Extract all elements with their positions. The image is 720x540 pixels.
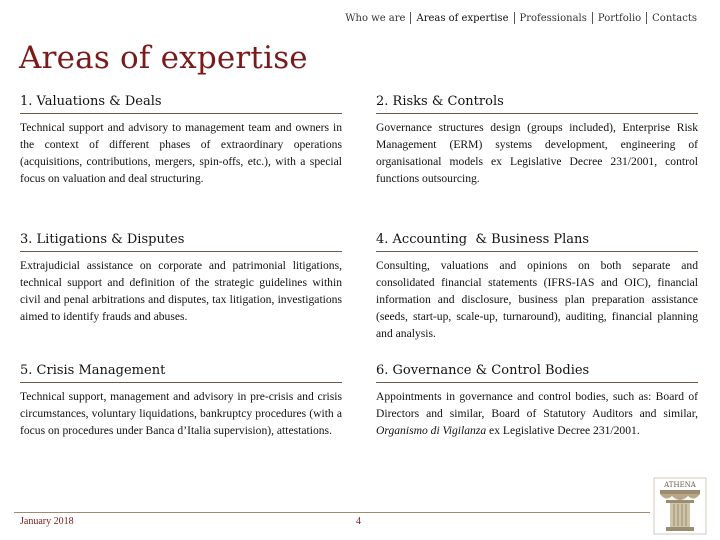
section-body: Consulting, valuations and opinions on both separate and consolidated financial statements (IFRS-IAS and OIC), financial information and disclosure, business plan preparation assistance (seeds, start-up, scale-up, turnaround), auditing, financial planning and analysis. [376,259,698,340]
section-heading: 1. Valuations & Deals [20,94,342,114]
section-litigations-disputes [20,232,342,325]
section-body: Governance structures design (groups included), Enterprise Risk Management (ERM) systems development, engineering of organisational models ex Legislative Decree 231/2001, control functions outsourcing. [376,121,698,185]
section-accounting-business-plans [376,232,698,342]
section-heading: 2. Risks & Controls [376,94,698,114]
section-body-text: Appointments in governance and control bodies, such as: Board of Directors and similar, Board of Statutory Auditors and similar, [376,390,698,420]
section-body: Technical support, management and advisory in pre-crisis and crisis circumstances, voluntary liquidations, bankruptcy procedures (with a focus on procedures under Banca d’Italia supervision), attestations. [20,390,342,437]
page-number: 4 [356,516,361,527]
section-heading: 5. Crisis Management [20,363,342,383]
section-body: Extrajudicial assistance on corporate and patrimonial litigations, technical support and definition of the strategic guidelines within civil and penal arbitrations and disputes, tax litigation, investigations aimed to identify frauds and abuses. [20,259,342,323]
section-body-text-end: ex Legislative Decree 231/2001. [486,424,640,437]
nav-contacts[interactable]: Contacts [652,12,697,24]
section-heading: 3. Litigations & Disputes [20,232,342,252]
section-governance-control-bodies [376,363,698,439]
section-heading: 6. Governance & Control Bodies [376,363,698,383]
column-logo-icon [652,476,708,536]
section-body: Technical support and advisory to management team and owners in the context of different phases of extraordinary operations (acquisitions, contributions, mergers, spin-offs, etc.), with a special focus on valuation and deal structuring. [20,121,342,185]
top-navigation [340,12,702,24]
logo-lettering: ATHENA [664,481,696,489]
footer-divider [14,512,650,513]
section-body [376,388,698,439]
nav-areas-of-expertise[interactable]: Areas of expertise [416,12,509,24]
section-valuations-deals [20,94,342,187]
section-body-italic: Organismo di Vigilanza [376,424,487,437]
section-heading: 4. Accounting & Business Plans [376,232,698,252]
nav-portfolio[interactable]: Portfolio [597,12,642,24]
footer-date: January 2018 [20,516,74,527]
page-title: Areas of expertise [19,40,308,76]
nav-who-we-are[interactable]: Who we are [345,12,406,24]
section-crisis-management [20,363,342,439]
nav-professionals[interactable]: Professionals [519,12,587,24]
section-risks-controls [376,94,698,187]
athena-logo [652,476,708,536]
